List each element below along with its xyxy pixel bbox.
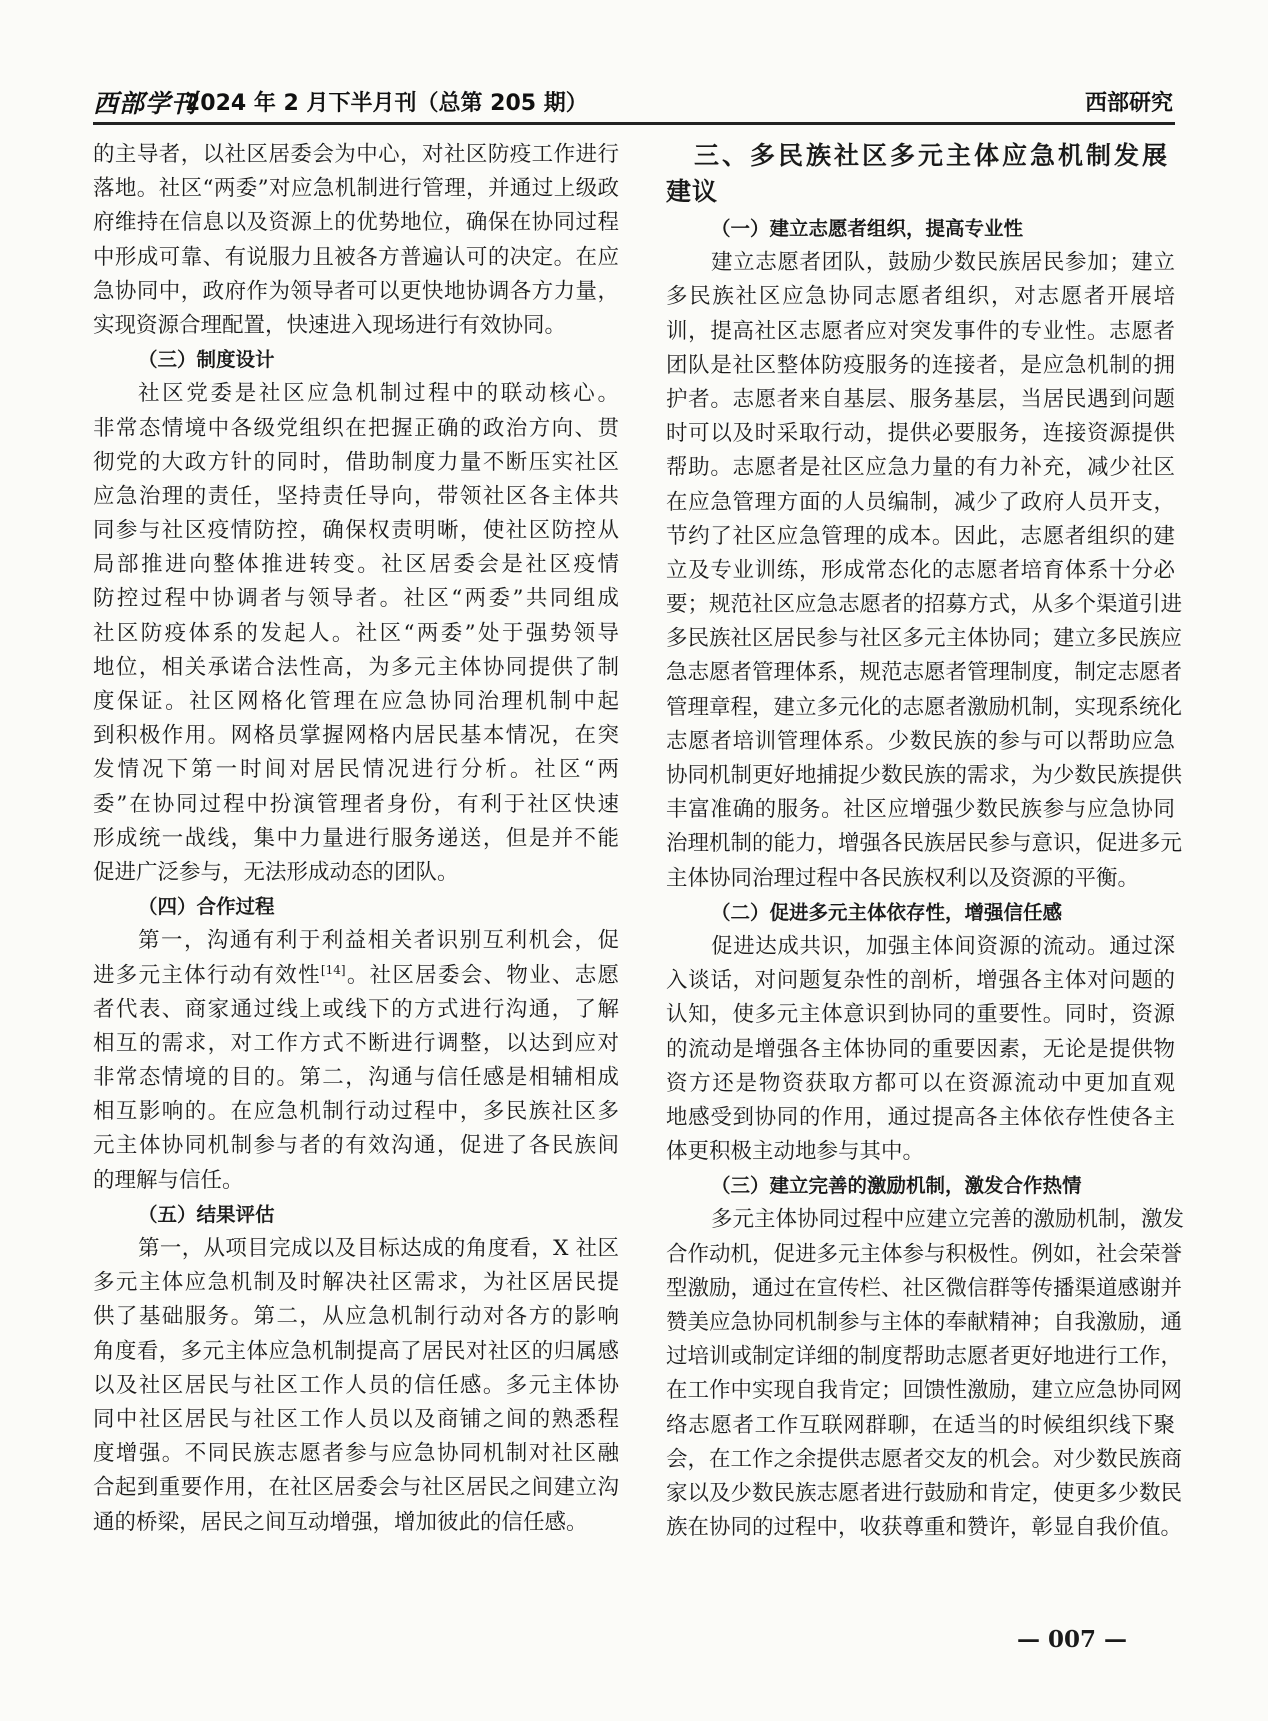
text-line: 认知，使多元主体意识到协同的重要性。同时，资源 xyxy=(666,1002,1175,1028)
text-line: 形成统一战线，集中力量进行服务递送，但是并不能 xyxy=(93,825,619,851)
text-line: 供了基础服务。第二，从应急机制行动对各方的影响 xyxy=(93,1304,619,1330)
text-line: 管理章程，建立多元化的志愿者激励机制，实现系统化 xyxy=(666,694,1183,720)
text-line: 促进广泛参与，无法形成动态的团队。 xyxy=(93,859,459,885)
paragraph-interdependence xyxy=(666,930,1175,1169)
text-line: 的主导者，以社区居委会为中心，对社区防疫工作进行 xyxy=(93,142,619,167)
text-line: 的流动是增强各主体协同的重要因素，无论是提供物 xyxy=(666,1036,1175,1062)
text-span: 。社区居委会、物业、志愿 xyxy=(345,962,619,988)
text-line: 社区党委是社区应急机制过程中的联动核心。 xyxy=(138,381,619,407)
text-line: 多民族社区居民参与社区多元主体协同；建立多民族应 xyxy=(666,626,1183,652)
section-name: 西部研究 xyxy=(1084,91,1173,116)
right-column xyxy=(666,138,1185,1545)
text-line: 度保证。社区网格化管理在应急协同治理机制中起 xyxy=(93,689,619,714)
text-span: 进多元主体行动有效性 xyxy=(93,962,321,988)
text-line: 时可以及时采取行动，提供必要服务，连接资源提供 xyxy=(666,421,1175,447)
text-line: 应急治理的责任，坚持责任导向，带领社区各主体共 xyxy=(93,483,619,509)
text-line: 委”在协同过程中扮演管理者身份，有利于社区快速 xyxy=(93,791,619,817)
text-line: 防控过程中协调者与领导者。社区“两委”共同组成 xyxy=(93,586,619,612)
section-title-continued: 建议 xyxy=(666,177,719,206)
paragraph-cooperation-process xyxy=(93,924,619,1198)
text-line: 度增强。不同民族志愿者参与应急协同机制对社区融 xyxy=(93,1441,619,1467)
paragraph-result-evaluation xyxy=(93,1232,619,1540)
text-line: 地位，相关承诺合法性高，为多元主体协同提供了制 xyxy=(93,654,619,680)
text-line: 过培训或制定详细的制度帮助志愿者更好地进行工作， xyxy=(666,1344,1183,1370)
text-line: 中形成可靠、有说服力且被各方普遍认可的决定。在应 xyxy=(93,244,619,270)
text-line: 训，提高社区志愿者应对突发事件的专业性。志愿者 xyxy=(666,318,1175,344)
text-line: 丰富准确的服务。社区应增强少数民族参与应急协同 xyxy=(666,797,1175,823)
text-line: 相互的需求，对工作方式不断进行调整，以达到应对 xyxy=(93,1030,619,1056)
text-line: 建立志愿者团队，鼓励少数民族居民参加；建立 xyxy=(711,250,1175,276)
text-line: 到积极作用。网格员掌握网格内居民基本情况，在突 xyxy=(93,723,619,749)
running-header xyxy=(93,80,1175,125)
text-line: 多元主体应急机制及时解决社区需求，为社区居民提 xyxy=(93,1270,619,1296)
heading-cooperation-process: （四）合作过程 xyxy=(138,895,275,919)
text-line: 实现资源合理配置，快速进入现场进行有效协同。 xyxy=(93,312,567,338)
left-column xyxy=(93,138,619,1540)
text-line: 帮助。志愿者是社区应急力量的有力补充，减少社区 xyxy=(666,455,1175,481)
text-line: 在工作中实现自我肯定；回馈性激励，建立应急协同网 xyxy=(666,1378,1183,1404)
text-line: 主体协同治理过程中各民族权利以及资源的平衡。 xyxy=(666,865,1140,891)
text-line: 社区防疫体系的发起人。社区“两委”处于强势领导 xyxy=(93,620,619,646)
text-line: 要；规范社区应急志愿者的招募方式，从多个渠道引进 xyxy=(666,592,1183,618)
heading-institutional-design: （三）制度设计 xyxy=(138,348,275,372)
text-line: 体更积极主动地参与其中。 xyxy=(666,1139,925,1165)
page-number: — 007 — xyxy=(1017,1626,1128,1653)
text-line: 族在协同的过程中，收获尊重和赞许，彰显自我价值。 xyxy=(666,1515,1183,1541)
text-line: 多元主体协同过程中应建立完善的激励机制，激发 xyxy=(711,1207,1185,1233)
text-line: 在应急管理方面的人员编制，减少了政府人员开支， xyxy=(666,489,1175,515)
text-line: 元主体协同机制参与者的有效沟通，促进了各民族间 xyxy=(93,1133,619,1159)
paragraph-intro xyxy=(93,138,619,343)
text-line: 家以及少数民族志愿者进行鼓励和肯定，使更多少数民 xyxy=(666,1480,1183,1506)
paragraph-volunteer-organization xyxy=(666,246,1183,896)
text-line: 络志愿者工作互联网群聊，在适当的时候组织线下聚 xyxy=(666,1412,1175,1438)
text-line: 团队是社区整体防疫服务的连接者，是应急机制的拥 xyxy=(666,352,1175,378)
text-line: 府维持在信息以及资源上的优势地位，确保在协同过程 xyxy=(93,210,619,236)
text-line: 同参与社区疫情防控，确保权责明晰，使社区防控从 xyxy=(93,518,619,544)
text-line: 治理机制的能力，增强各民族居民参与意识，促进多元 xyxy=(666,831,1183,857)
text-line: 赞美应急协同机制参与主体的奉献精神；自我激励，通 xyxy=(666,1310,1183,1335)
text-line: 志愿者培训管理体系。少数民族的参与可以帮助应急 xyxy=(666,728,1175,754)
issue-info: 2024 年 2 月下半月刊（总第 205 期） xyxy=(185,91,588,116)
text-line: 急志愿者管理体系，规范志愿者管理制度，制定志愿者 xyxy=(666,660,1183,686)
heading-incentive-mechanism: （三）建立完善的激励机制，激发合作热情 xyxy=(711,1174,1082,1198)
text-line: 合作动机，促进多元主体参与积极性。例如，社会荣誉 xyxy=(666,1241,1183,1267)
text-line: 入谈话，对问题复杂性的剖析，增强各主体对问题的 xyxy=(666,968,1175,994)
section-title: 三、多民族社区多元主体应急机制发展 xyxy=(694,141,1171,170)
text-line: 资方还是物资获取方都可以在资源流动中更加直观 xyxy=(666,1070,1175,1096)
text-line: 第一，沟通有利于利益相关者识别互利机会，促 xyxy=(138,928,619,954)
text-line: 落地。社区“两委”对应急机制进行管理，并通过上级政 xyxy=(93,176,619,202)
text-line: 急协同中，政府作为领导者可以更快地协调各方力量， xyxy=(93,278,619,304)
heading-result-evaluation: （五）结果评估 xyxy=(138,1202,275,1226)
text-line xyxy=(93,959,619,993)
heading-interdependence: （二）促进多元主体依存性，增强信任感 xyxy=(711,900,1063,924)
text-line: 角度看，多元主体应急机制提高了居民对社区的归属感 xyxy=(93,1338,619,1364)
citation: [14] xyxy=(320,962,346,977)
text-line: 节约了社区应急管理的成本。因此，志愿者组织的建 xyxy=(666,523,1175,549)
text-line: 者代表、商家通过线上或线下的方式进行沟通，了解 xyxy=(93,996,619,1022)
text-line: 型激励，通过在宣传栏、社区微信群等传播渠道感谢并 xyxy=(666,1275,1183,1301)
text-line: 第一，从项目完成以及目标达成的角度看，X 社区 xyxy=(138,1236,619,1261)
heading-volunteer-organization: （一）建立志愿者组织，提高专业性 xyxy=(711,217,1024,240)
text-line: 非常态情境的目的。第二，沟通与信任感是相辅相成 xyxy=(93,1065,619,1091)
text-line: 促进达成共识，加强主体间资源的流动。通过深 xyxy=(711,933,1175,959)
text-line: 多民族社区应急协同志愿者组织，对志愿者开展培 xyxy=(666,284,1175,310)
paragraph-incentive-mechanism xyxy=(666,1203,1185,1545)
text-line: 发情况下第一时间对居民情况进行分析。社区“两 xyxy=(93,757,619,783)
text-line: 合起到重要作用，在社区居委会与社区居民之间建立沟 xyxy=(93,1475,619,1501)
text-line: 同中社区居民与社区工作人员以及商铺之间的熟悉程 xyxy=(93,1406,619,1432)
text-line: 以及社区居民与社区工作人员的信任感。多元主体协 xyxy=(93,1372,619,1398)
text-line: 立及专业训练，形成常态化的志愿者培育体系十分必 xyxy=(666,557,1175,583)
text-line: 通的桥梁，居民之间互动增强，增加彼此的信任感。 xyxy=(93,1509,588,1535)
text-line: 的理解与信任。 xyxy=(93,1167,244,1193)
text-line: 护者。志愿者来自基层、服务基层，当居民遇到问题 xyxy=(666,386,1175,412)
paragraph-institutional-design xyxy=(93,377,619,890)
text-line: 局部推进向整体推进转变。社区居委会是社区疫情 xyxy=(93,552,619,578)
text-line: 协同机制更好地捕捉少数民族的需求，为少数民族提供 xyxy=(666,763,1183,788)
text-line: 彻党的大政方针的同时，借助制度力量不断压实社区 xyxy=(93,449,619,475)
journal-logo: 西部学刊 xyxy=(93,89,198,118)
text-line: 会，在工作之余提供志愿者交友的机会。对少数民族商 xyxy=(666,1446,1183,1472)
text-line: 地感受到协同的作用，通过提高各主体依存性使各主 xyxy=(666,1104,1175,1130)
text-line: 非常态情境中各级党组织在把握正确的政治方向、贯 xyxy=(93,415,619,441)
text-line: 相互影响的。在应急机制行动过程中，多民族社区多 xyxy=(93,1099,619,1125)
